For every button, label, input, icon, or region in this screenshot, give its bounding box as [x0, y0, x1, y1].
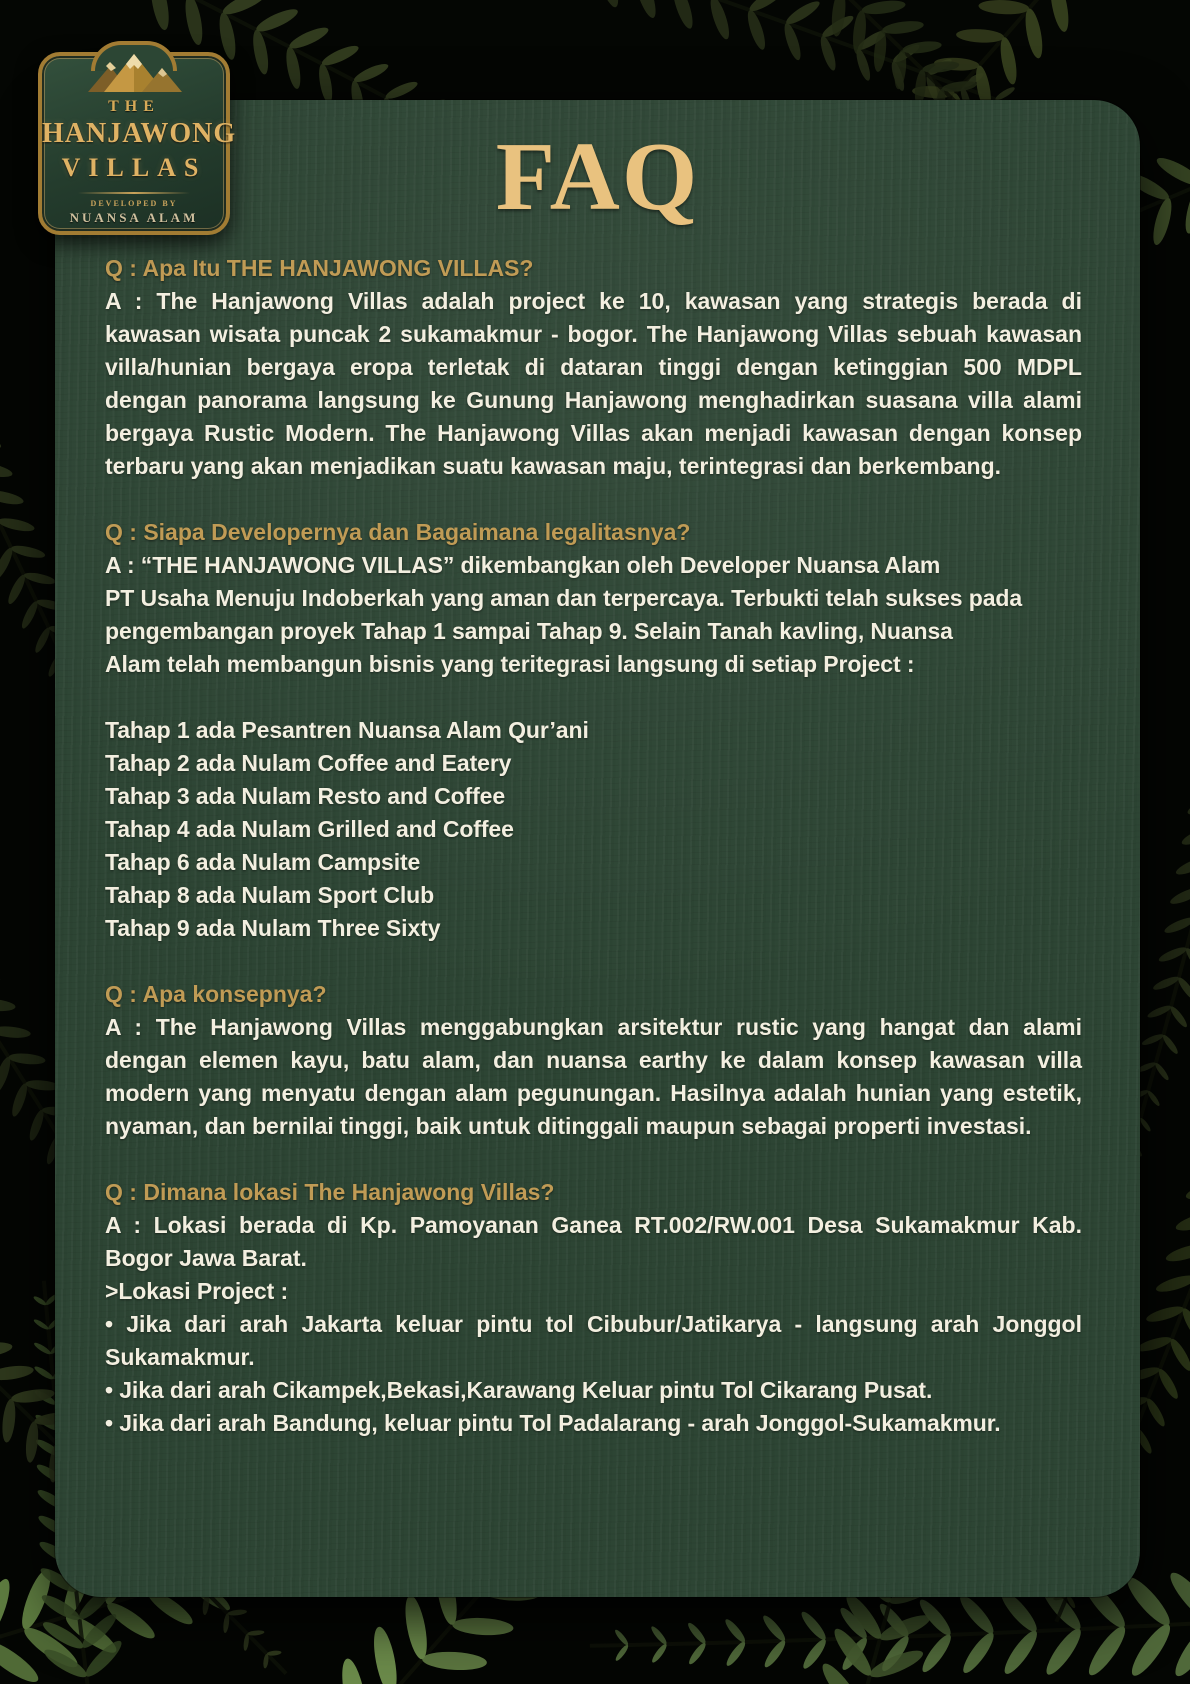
- tahap-list-item: Tahap 6 ada Nulam Campsite: [105, 848, 421, 875]
- tahap-list-item: Tahap 3 ada Nulam Resto and Coffee: [105, 782, 506, 809]
- faq-answer-2-line: Alam telah membangun bisnis yang teritegrasi langsung di setiap Project :: [105, 650, 915, 677]
- brand-badge: [38, 52, 237, 235]
- brand-developer-name: NUANSA ALAM: [69, 210, 199, 225]
- tahap-list-item: Tahap 8 ada Nulam Sport Club: [105, 881, 435, 908]
- direction-bullet-1: • Jika dari arah Jakarta keluar pintu tol Cibubur/Jatikarya - langsung arah Jonggol Sukamakmur.: [105, 1310, 1082, 1370]
- location-project-label: >Lokasi Project :: [105, 1277, 289, 1304]
- brand-name-villas: VILLAS: [61, 153, 207, 182]
- faq-question-1: Q : Apa Itu THE HANJAWONG VILLAS?: [105, 254, 534, 281]
- faq-section-2: [105, 516, 1082, 945]
- faq-answer-2-line: PT Usaha Menuju Indoberkah yang aman dan terpercaya. Terbukti telah sukses pada: [105, 584, 1023, 611]
- badge-inner: [42, 56, 237, 226]
- tahap-list-item: Tahap 9 ada Nulam Three Sixty: [105, 914, 441, 941]
- faq-answer-4-location: A : Lokasi berada di Kp. Pamoyanan Ganea RT.002/RW.001 Desa Sukamakmur Kab. Bogor Jawa Barat.: [105, 1211, 1082, 1271]
- faq-question-2: Q : Siapa Developernya dan Bagaimana legalitasnya?: [105, 518, 691, 545]
- faq-section-1: [105, 252, 1082, 483]
- brand-name-hanjawong: HANJAWONG: [42, 118, 237, 149]
- faq-answer-2-line: pengembangan proyek Tahap 1 sampai Tahap 9. Selain Tanah kavling, Nuansa: [105, 617, 953, 644]
- badge-divider: [78, 192, 190, 194]
- tahap-list-item: Tahap 2 ada Nulam Coffee and Eatery: [105, 749, 512, 776]
- faq-answer-2-line: A : “THE HANJAWONG VILLAS” dikembangkan oleh Developer Nuansa Alam: [105, 551, 941, 578]
- faq-answer-3: A : The Hanjawong Villas menggabungkan arsitektur rustic yang hangat dan alami dengan elemen kayu, batu alam, dan nuansa earthy ke dalam konsep kawasan villa modern yang menyatu dengan alam pegunungan. Hasilnya adalah hunian yang estetik, nyaman, dan bernilai tinggi, baik untuk ditinggali maupun sebagai properti investasi.: [105, 1013, 1082, 1139]
- faq-section-3: [105, 978, 1082, 1143]
- faq-question-3: Q : Apa konsepnya?: [105, 980, 327, 1007]
- faq-question-4: Q : Dimana lokasi The Hanjawong Villas?: [105, 1178, 555, 1205]
- direction-bullet-2: • Jika dari arah Cikampek,Bekasi,Karawang Keluar pintu Tol Cikarang Pusat.: [105, 1376, 933, 1403]
- tahap-list: [105, 714, 1082, 945]
- brand-the: THE: [108, 98, 160, 115]
- brand-developed-by: DEVELOPED BY: [90, 199, 178, 208]
- page-title: FAQ: [495, 123, 700, 230]
- faq-content: [55, 252, 1140, 1440]
- tahap-list-item: Tahap 1 ada Pesantren Nuansa Alam Qur’ani: [105, 716, 589, 743]
- faq-section-4: [105, 1176, 1082, 1440]
- tahap-list-item: Tahap 4 ada Nulam Grilled and Coffee: [105, 815, 514, 842]
- direction-bullet-3: • Jika dari arah Bandung, keluar pintu Tol Padalarang - arah Jonggol-Sukamakmur.: [105, 1409, 1001, 1436]
- faq-card: [55, 100, 1140, 1597]
- faq-answer-1: A : The Hanjawong Villas adalah project ke 10, kawasan yang strategis berada di kawasan wisata puncak 2 sukamakmur - bogor. The Hanjawong Villas sebuah kawasan villa/hunian bergaya eropa terletak di dataran tinggi dengan ketinggian 500 MDPL dengan panorama langsung ke Gunung Hanjawong menghadirkan suasana villa alami bergaya Rustic Modern. The Hanjawong Villas akan menjadi kawasan dengan konsep terbaru yang akan menjadikan suatu kawasan maju, terintegrasi dan berkembang.: [105, 287, 1082, 479]
